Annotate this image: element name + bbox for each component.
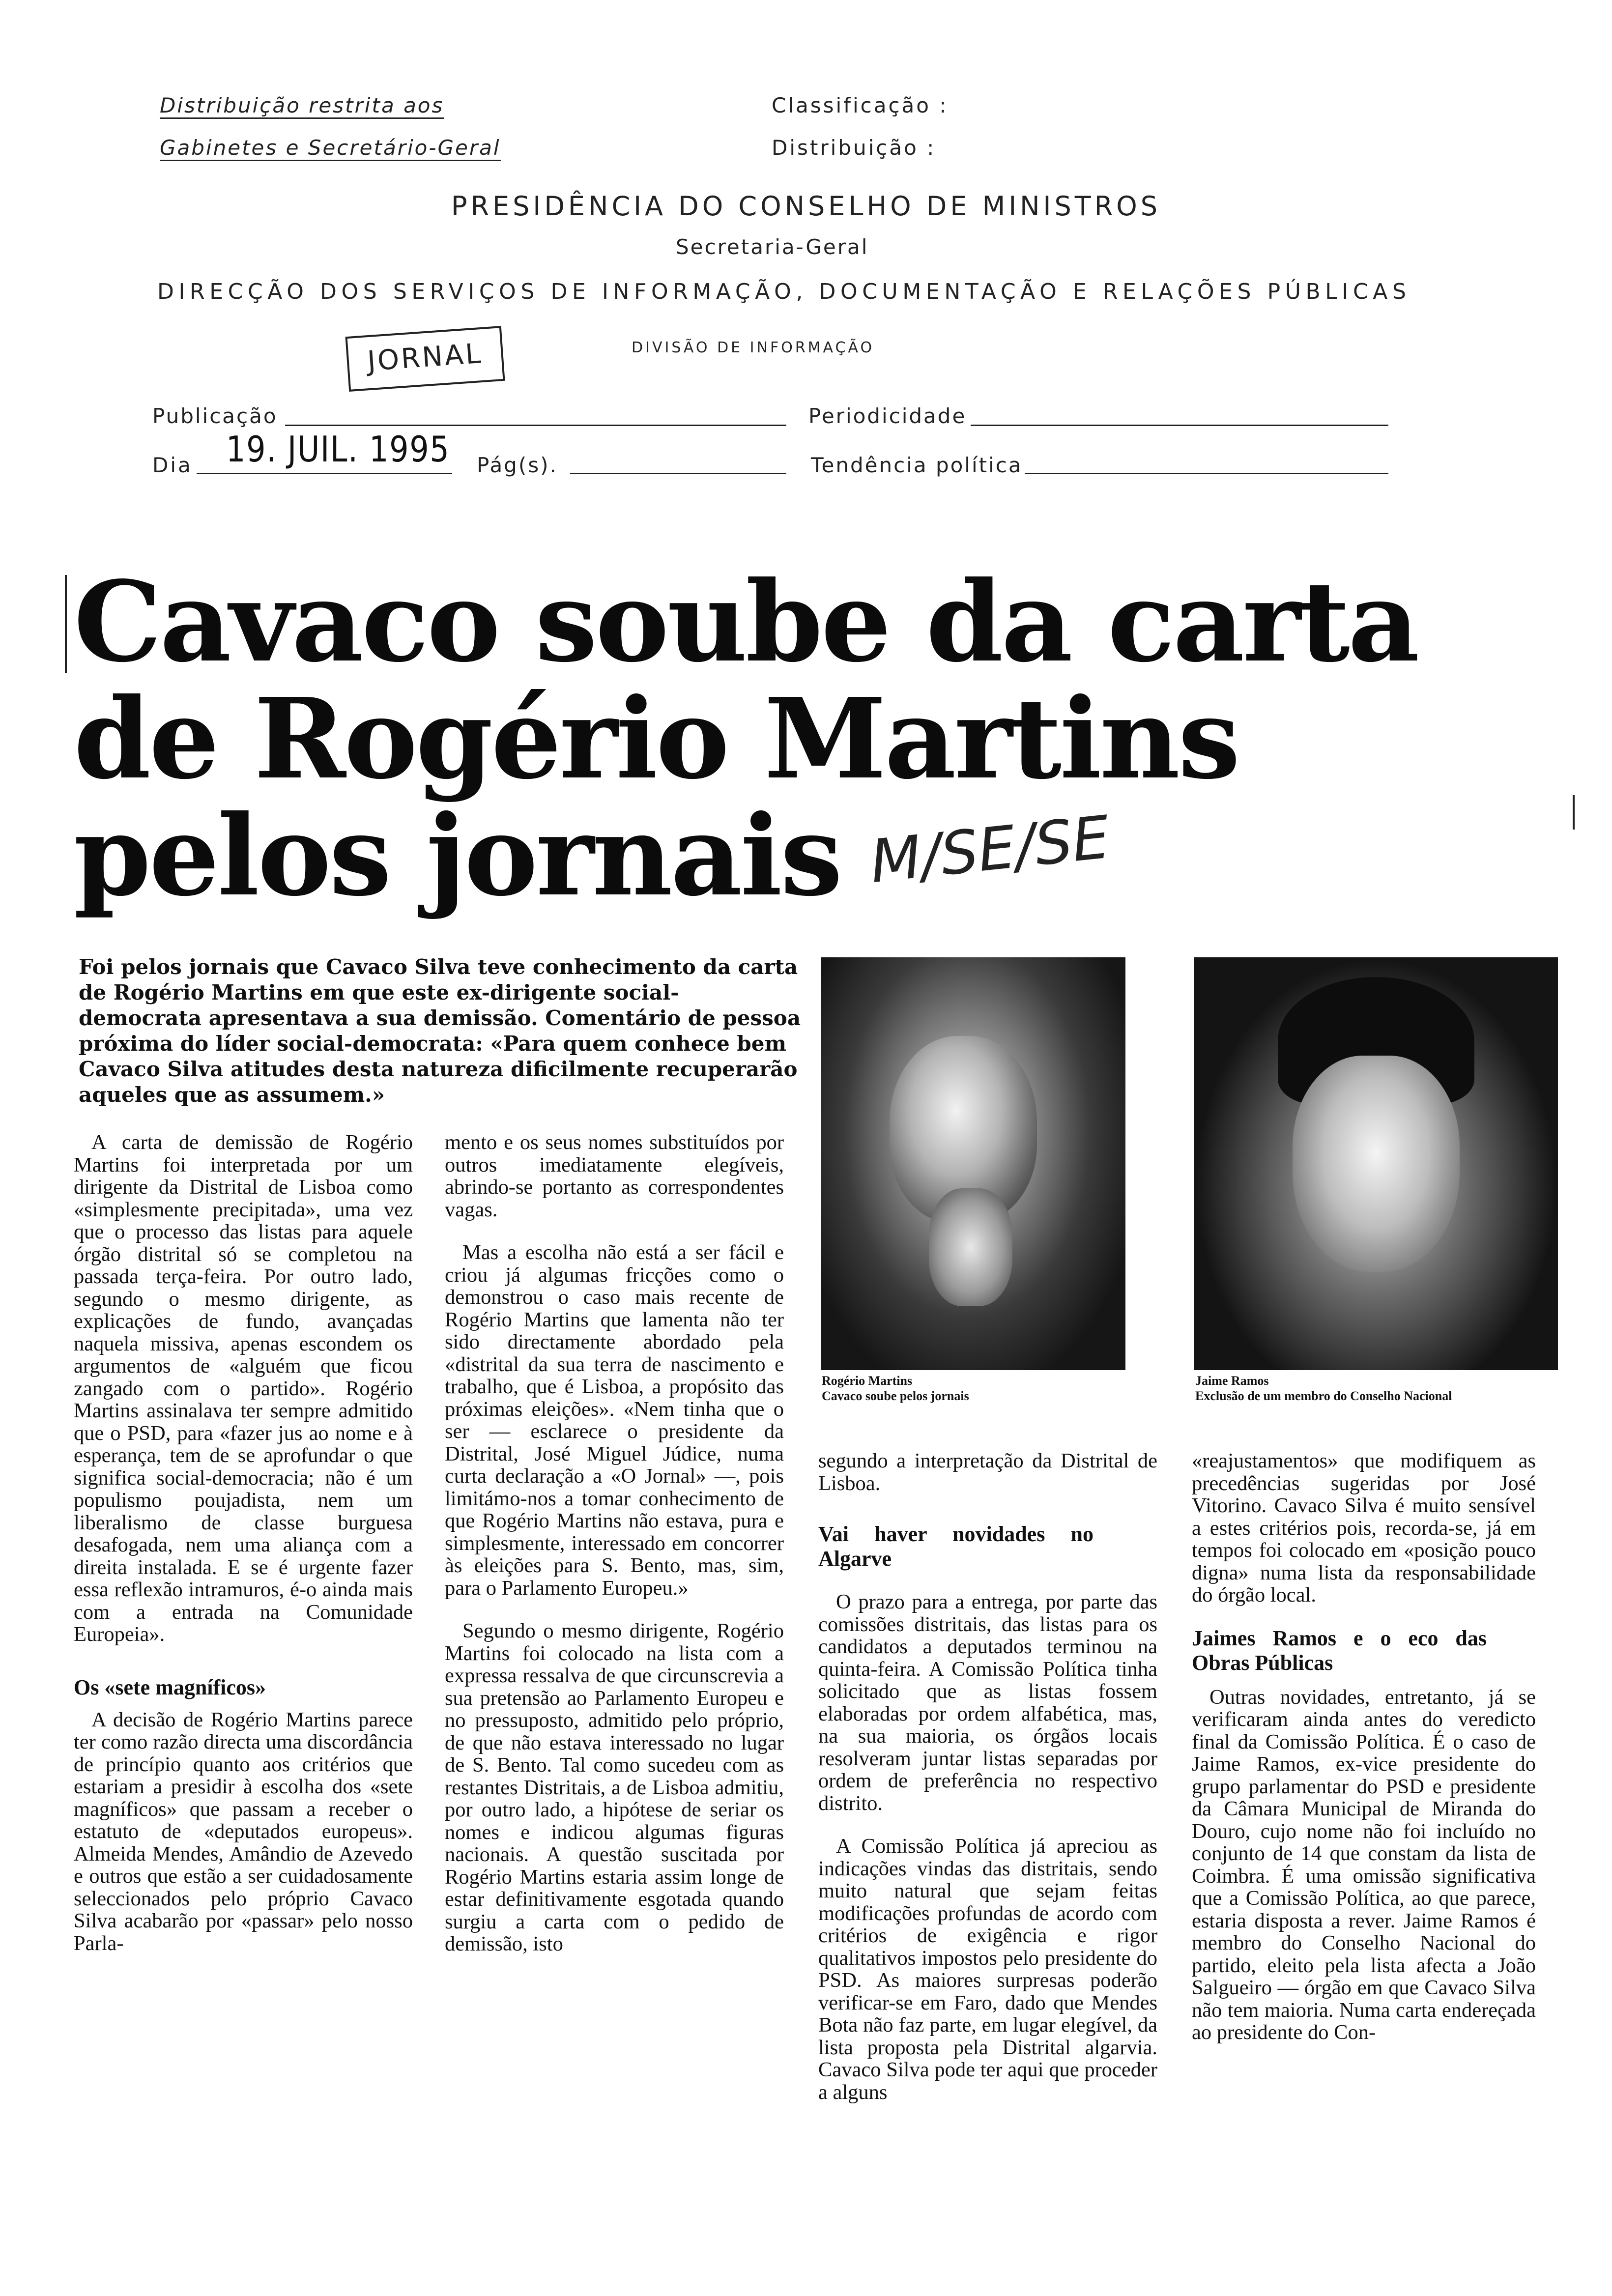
political-field-line (1025, 473, 1388, 474)
caption1-name: Rogério Martins (822, 1374, 913, 1388)
photo-jaime-ramos (1194, 957, 1558, 1370)
col4-paragraph-2: Outras novidades, entretanto, já se verificaram ainda antes do veredicto final da Comissão Política. É o caso de Jaime Ramos, ex-vice presidente do grupo parlamentar do PSD e presidente da Câmara Municipal de Miranda do Douro, cujo nome não foi incluído no conjunto de 14 que constam da lista de Coimbra. É uma omissão significativa que a Comissão Política, ao que parece, estaria disposta a rever. Jaime Ramos é membro do Conselho Nacional do partido, eleito pela lista afecta a João Salgueiro — órgão em que Cavaco Silva não tem maioria. Numa carta endereçada ao presidente do Con- (1192, 1685, 1536, 2044)
headline-line2: de Rogério Martins (74, 674, 1238, 804)
headline-line3: pelos jornais (74, 791, 841, 921)
org-subtitle: Secretaria-Geral (676, 235, 869, 259)
distribution-label: Distribuição : (772, 136, 936, 160)
col1-subhead: Os «sete magníficos» (74, 1675, 266, 1699)
publication-field-line (285, 425, 786, 426)
org-title: PRESIDÊNCIA DO CONSELHO DE MINISTROS (451, 191, 1161, 222)
col1-paragraph-1: A carta de demissão de Rogério Martins foi interpretada por um dirigente da Distrital de Lisboa como «simplesmente precipitada», uma vez que o processo das listas para aquele órgão distrital só se completou na passada terça-feira. Por outro lado, segundo o mesmo dirigente, as explicações de fundo, avançadas naquela missiva, apenas escondem os argumentos de «alguém que ficou zangado com o partido». Rogério Martins assinalava ter sempre admitido que o PSD, para «fazer jus ao nome e à esperança, tem de se aprofundar o que significa social-democracia; não é um populismo poujadista, nem um liberalismo de classe burguesa desafogada, nem uma aliança com a direita instalada. E se é urgente fazer essa reflexão intramuros, é-o ainda mais com a entrada na Comunidade Europeia». (74, 1131, 413, 1646)
col3-subhead: Vai haver novidades no Algarve (818, 1522, 1094, 1571)
journal-stamp-text: JORNAL (366, 337, 484, 378)
col2-paragraph-2: Mas a escolha não está a ser fácil e criou já algumas fricções como o demonstrou o caso mais recente de Rogério Martins que lamenta não ter sido directamente abordado pela «distrital da sua terra de nascimento e trabalho, que é Lisboa, a propósito das próximas eleições». «Nem tinha que o ser — esclarece o presidente da Distrital, José Miguel Júdice, numa curta declaração a «O Jornal» —, pois limitámo-nos a tomar conhecimento de que Rogério Martins não estava, pura e simplesmente, interessado em concorrer às eleições para S. Bento, mas, sim, para o Parlamento Europeu.» (445, 1241, 784, 1600)
col2-paragraph-1: mento e os seus nomes substituídos por outros imediatamente elegíveis, abrindo-se portanto as correspondentes vagas. (445, 1131, 784, 1221)
periodicity-field-line (971, 425, 1388, 426)
col1-paragraph-2: A decisão de Rogério Martins parece ter como razão directa uma discordância de princípio quanto aos critérios que estariam a presidir à escolha dos «sete magníficos» que passam a receber o estatuto de «deputados europeus». Almeida Mendes, Amândio de Azevedo e outros que estão a ser cuidadosamente seleccionados pelo próprio Cavaco Silva acabarão por «passar» pelo nosso Parla- (74, 1708, 413, 1955)
pages-field-line (570, 473, 786, 474)
day-field-line (197, 473, 452, 474)
column-1 (74, 1131, 413, 2296)
col3-paragraph-2: O prazo para a entrega, por parte das comissões distritais, das listas para os candidatos a deputados terminou na quinta-feira. A Comissão Política tinha solicitado que as listas fossem elaboradas por ordem alfabética, mas, na sua maioria, os órgãos locais resolveram juntar listas separadas por ordem de preferência no respectivo distrito. (818, 1590, 1157, 1815)
political-tendency-label: Tendência política (811, 453, 1023, 477)
photo-rogerio-martins (821, 957, 1125, 1370)
col3-paragraph-3: A Comissão Política já apreciou as indicações vindas das distritais, sendo muito natural que sejam feitas modificações profundas de acordo com critérios de exigência e rigor qualitativos impostos pelo presidente do PSD. As maiores surpresas poderão verificar-se em Faro, dado que Mendes Bota não faz parte, em lugar elegível, da lista proposta pela Distrital algarvia. Cavaco Silva pode ter aqui que proceder a alguns (818, 1835, 1157, 2104)
col2-paragraph-3: Segundo o mesmo dirigente, Rogério Martins foi colocado na lista com a expressa ressalva de que circunscrevia a sua pretensão ao Parlamento Europeu e no pressuposto, admitido pelo próprio, de que não estava interessado no lugar de S. Bento. Tal como sucedeu com as restantes Distritais, a de Lisboa admitiu, por outro lado, a hipótese de seriar os nomes e indicou algumas figuras nacionais. A questão suscitada por Rogério Martins estaria assim longe de estar definitivamente esgotada quando surgiu a carta com o pedido de demissão, isto (445, 1619, 784, 1955)
col4-paragraph-1: «reajustamentos» que modifiquem as precedências sugeridas por José Vitorino. Cavaco Silva é muito sensível a estes critérios pois, recorda-se, já em tempos foi colocado em «posição pouco digna» numa lista da responsabilidade do órgão local. (1192, 1450, 1536, 1607)
publication-label: Publicação (152, 404, 278, 428)
column-2 (445, 1131, 784, 2296)
margin-mark (65, 575, 67, 673)
day-label: Dia (152, 453, 193, 477)
handwritten-note: M/SE/SE (867, 803, 1113, 897)
pages-label: Pág(s). (477, 453, 558, 477)
division-label: DIVISÃO DE INFORMAÇÃO (632, 339, 875, 356)
caption-rogerio-martins (822, 1373, 1126, 1404)
caption2-text: Exclusão de um membro do Conselho Nacional (1195, 1389, 1452, 1403)
col3-paragraph-1: segundo a interpretação da Distrital de Lisboa. (818, 1450, 1157, 1495)
periodicity-label: Periodicidade (808, 404, 967, 428)
distribution-note-line2: Gabinetes e Secretário-Geral (160, 136, 501, 161)
headline-line1: Cavaco soube da carta (74, 557, 1418, 687)
column-3 (818, 1450, 1157, 2296)
col4-subhead: Jaimes Ramos e o eco das Obras Públicas (1192, 1626, 1487, 1675)
caption2-name: Jaime Ramos (1195, 1374, 1269, 1388)
photo2-face (1293, 1056, 1460, 1272)
lead-paragraph: Foi pelos jornais que Cavaco Silva teve conhecimento da carta de Rogério Martins em que este ex-dirigente social-democrata apresentava a sua demissão. Comentário de pessoa próxima do líder social-democrata: «Para quem conhece bem Cavaco Silva atitudes desta natureza dificilmente recuperarão aqueles que as assumem.» (79, 955, 801, 1107)
classification-label: Classificação : (772, 93, 949, 117)
photo1-hand (929, 1188, 1012, 1306)
edge-mark (1573, 795, 1575, 830)
date-stamp: 19. JUIL. 1995 (226, 429, 450, 470)
caption1-text: Cavaco soube pelos jornais (822, 1389, 969, 1403)
distribution-note-line1: Distribuição restrita aos (160, 93, 444, 119)
journal-stamp (345, 326, 505, 392)
directorate-line: DIRECÇÃO DOS SERVIÇOS DE INFORMAÇÃO, DOCUMENTAÇÃO E RELAÇÕES PÚBLICAS (157, 279, 1411, 304)
column-4 (1192, 1450, 1536, 2296)
caption-jaime-ramos (1195, 1373, 1549, 1404)
